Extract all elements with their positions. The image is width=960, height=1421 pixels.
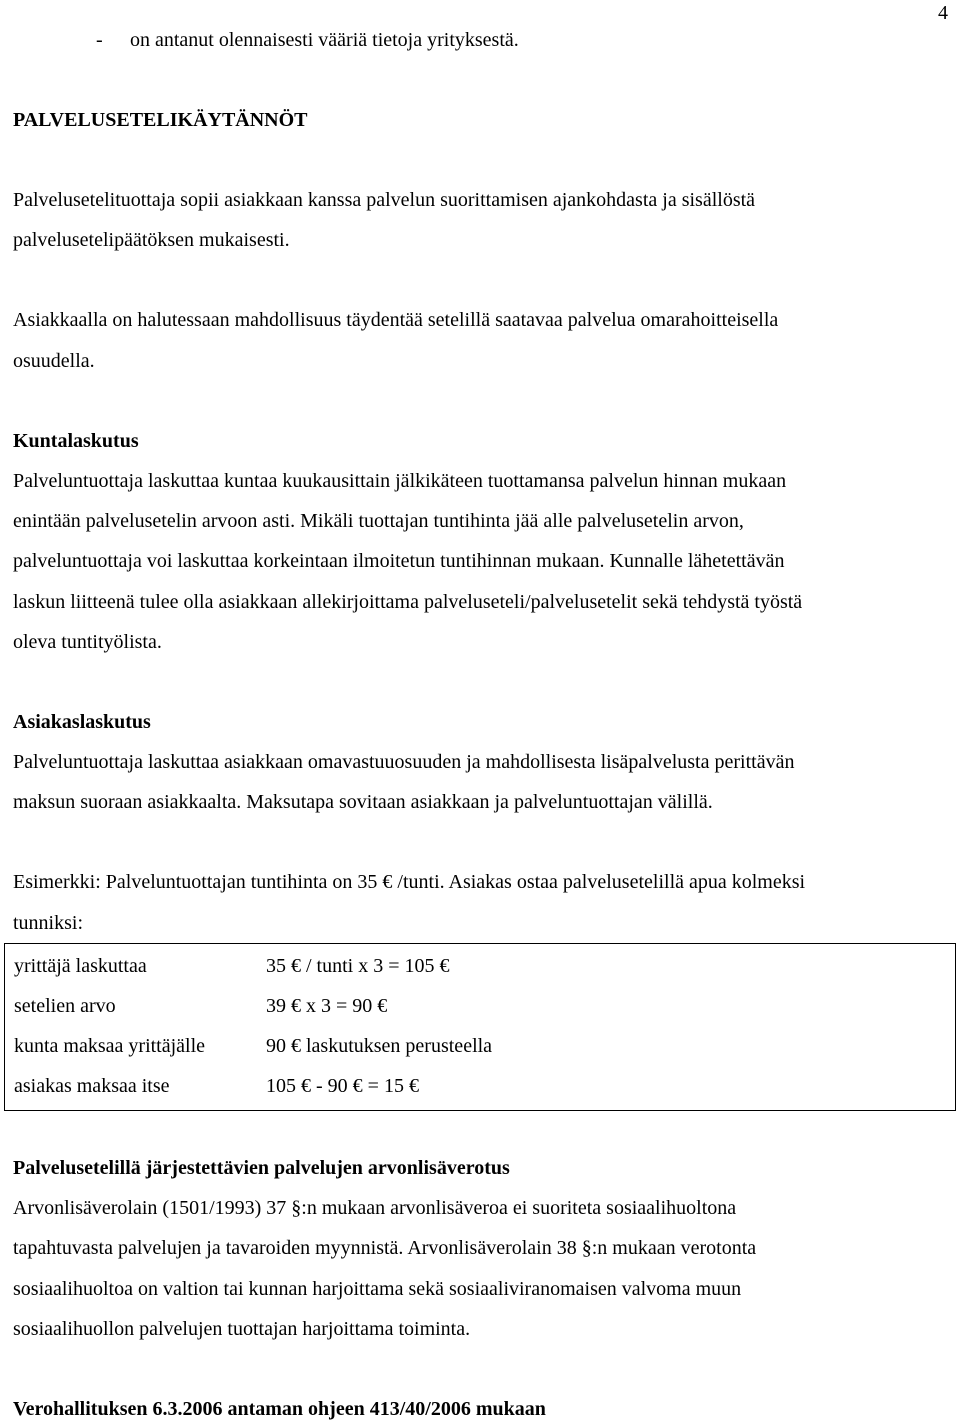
example-row-label: setelien arvo bbox=[14, 995, 116, 1017]
section-heading-palvelusetelikaytannot: PALVELUSETELIKÄYTÄNNÖT bbox=[13, 109, 308, 131]
paragraph-line: Palveluntuottaja laskuttaa asiakkaan omavastuuosuuden ja mahdollisesta lisäpalvelusta perittävän bbox=[13, 751, 795, 773]
paragraph-line: sosiaalihuoltoa on valtion tai kunnan harjoittama sekä sosiaaliviranomaisen valvoma muun bbox=[13, 1278, 742, 1300]
example-row-label: yrittäjä laskuttaa bbox=[14, 955, 147, 977]
example-row-value: 39 € x 3 = 90 € bbox=[266, 995, 388, 1017]
example-calculation-box bbox=[4, 943, 956, 1111]
paragraph-line: Asiakkaalla on halutessaan mahdollisuus täydentää setelillä saatavaa palvelua omarahoitteisella bbox=[13, 309, 779, 331]
paragraph-line: oleva tuntityölista. bbox=[13, 631, 162, 653]
paragraph-line: palvelusetelipäätöksen mukaisesti. bbox=[13, 229, 290, 251]
example-row-value: 90 € laskutuksen perusteella bbox=[266, 1035, 493, 1057]
paragraph-line: enintään palvelusetelin arvoon asti. Mikäli tuottajan tuntihinta jää alle palvelusetelin arvon, bbox=[13, 510, 744, 532]
example-row-value: 105 € - 90 € = 15 € bbox=[266, 1075, 419, 1097]
paragraph-line: Arvonlisäverolain (1501/1993) 37 §:n mukaan arvonlisäveroa ei suoriteta sosiaalihuoltona bbox=[13, 1197, 737, 1219]
paragraph-line: osuudella. bbox=[13, 350, 95, 372]
paragraph-line: tunniksi: bbox=[13, 912, 84, 934]
paragraph-line: palveluntuottaja voi laskuttaa korkeintaan ilmoitetun tuntihinnan mukaan. Kunnalle lähetettävän bbox=[13, 550, 785, 572]
list-item-text: on antanut olennaisesti vääriä tietoja yrityksestä. bbox=[130, 29, 519, 51]
paragraph-line: Esimerkki: Palveluntuottajan tuntihinta on 35 € /tunti. Asiakas ostaa palvelusetelillä apua kolmeksi bbox=[13, 871, 806, 893]
list-dash: - bbox=[96, 29, 103, 51]
paragraph-line: laskun liitteenä tulee olla asiakkaan allekirjoittama palveluseteli/palvelusetelit sekä tehdystä työstä bbox=[13, 591, 803, 613]
section-heading-asiakaslaskutus: Asiakaslaskutus bbox=[13, 711, 151, 733]
example-row-label: asiakas maksaa itse bbox=[14, 1075, 170, 1097]
paragraph-line: Palvelusetelituottaja sopii asiakkaan kanssa palvelun suorittamisen ajankohdasta ja sisällöstä bbox=[13, 189, 756, 211]
page-number: 4 bbox=[938, 2, 948, 24]
example-row-label: kunta maksaa yrittäjälle bbox=[14, 1035, 206, 1057]
section-heading-arvonlisaverotus: Palvelusetelillä järjestettävien palvelujen arvonlisäverotus bbox=[13, 1157, 510, 1179]
section-heading-verohallitus: Verohallituksen 6.3.2006 antaman ohjeen 413/40/2006 mukaan bbox=[13, 1398, 546, 1420]
example-row-value: 35 € / tunti x 3 = 105 € bbox=[266, 955, 450, 977]
paragraph-line: maksun suoraan asiakkaalta. Maksutapa sovitaan asiakkaan ja palveluntuottajan välillä. bbox=[13, 791, 713, 813]
list-item bbox=[96, 30, 519, 50]
paragraph-line: sosiaalihuollon palvelujen tuottajan harjoittama toiminta. bbox=[13, 1318, 471, 1340]
section-heading-kuntalaskutus: Kuntalaskutus bbox=[13, 430, 139, 452]
paragraph-line: tapahtuvasta palvelujen ja tavaroiden myynnistä. Arvonlisäverolain 38 §:n mukaan verotonta bbox=[13, 1237, 757, 1259]
paragraph-line: Palveluntuottaja laskuttaa kuntaa kuukausittain jälkikäteen tuottamansa palvelun hinnan mukaan bbox=[13, 470, 787, 492]
